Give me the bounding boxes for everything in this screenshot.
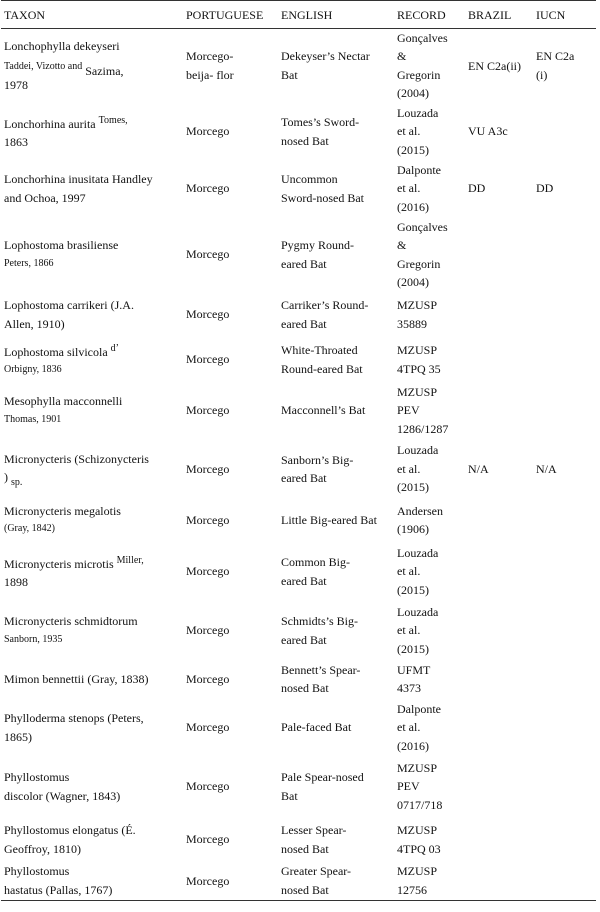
portuguese-cell: Morcego [186,779,230,794]
taxon-cell [1,439,183,499]
table-row [1,160,596,217]
taxon-author: Orbigny, 1836 [4,364,62,375]
iucn-status-cell [533,103,596,160]
english-cell: Carriker’s Round- eared Bat [281,298,369,331]
taxon-name: Micronycteris schmidtorum [4,614,138,628]
record-cell: Louzada et al. (2015) [397,604,439,656]
iucn-status-cell: N/A [536,461,557,476]
english-cell: Tomes’s Sword- nosed Bat [281,115,360,148]
table-row [1,382,596,439]
brazil-status-cell [465,499,533,541]
taxon-author: Miller, [116,554,144,566]
taxon-cell [1,160,183,217]
table-row [1,28,596,103]
portuguese-cell: Morcego [186,671,230,686]
table-row [1,103,596,160]
table-row [1,541,596,602]
table-row [1,862,596,900]
portuguese-cell: Morcego [186,247,230,262]
record-cell: Gonçalves & Gregorin (2004) [397,30,448,101]
taxon-cell [1,862,183,900]
taxon-author: d’ [110,342,119,354]
portuguese-cell: Morcego- beija- flor [186,49,234,82]
english-cell: Uncommon Sword-nosed Bat [281,172,364,205]
taxon-cell [1,28,183,103]
header-taxon: TAXON [1,1,183,29]
taxon-name: Micronycteris megalotis [4,503,121,518]
taxon-author: Geoffroy, 1810) [4,841,81,856]
taxon-name: Mimon bennettii (Gray, 1838) [4,671,149,686]
portuguese-cell: Morcego [186,623,230,638]
header-portuguese: PORTUGUESE [183,1,278,29]
brazil-status-cell [465,756,533,817]
record-cell: Dalponte et al. (2016) [397,701,441,753]
iucn-status-cell [533,756,596,817]
iucn-status-cell: DD [536,181,554,196]
brazil-status-cell [465,382,533,439]
portuguese-cell: Morcego [186,124,230,139]
brazil-status-cell: DD [468,181,486,196]
taxon-year: 1898 [4,575,28,589]
taxon-author: Allen, 1910) [4,316,65,331]
portuguese-cell: Morcego [186,832,230,847]
iucn-status-cell [533,541,596,602]
english-cell: Dekeyser’s Nectar Bat [281,49,370,82]
iucn-status-cell [533,337,596,382]
taxon-author: (Gray, 1842) [4,523,56,534]
taxon-author: Tomes, [98,114,128,126]
english-cell: Little Big-eared Bat [281,512,377,527]
record-cell: Andersen (1906) [397,503,443,536]
iucn-status-cell [533,292,596,337]
english-cell: Schmidts’s Big- eared Bat [281,614,359,647]
taxon-cell [1,499,183,541]
table-row [1,217,596,292]
taxon-name: Lonchorhina inusitata Handley [4,172,153,186]
table-row [1,817,596,862]
brazil-status-cell [465,817,533,862]
brazil-status-cell [465,699,533,756]
english-cell: Bennett’s Spear- nosed Bat [281,662,361,695]
portuguese-cell: Morcego [186,307,230,322]
taxon-cell [1,756,183,817]
brazil-status-cell [465,337,533,382]
record-cell: UFMT 4373 [397,662,431,695]
table-row [1,337,596,382]
table-row [1,659,596,699]
iucn-status-cell [533,862,596,900]
table-row [1,292,596,337]
taxon-author: Peters, 1866 [4,257,54,269]
brazil-status-cell [465,659,533,699]
english-cell: Sanborn’s Big- eared Bat [281,452,354,485]
header-iucn: IUCN [533,1,596,29]
record-cell: MZUSP 12756 [394,862,465,900]
portuguese-cell: Morcego [186,403,230,418]
portuguese-cell: Morcego [186,461,230,476]
taxon-author: Sanborn, 1935 [4,633,63,645]
taxon-name: Lophostoma silvicola [4,344,108,359]
taxon-author: Thomas, 1901 [4,413,62,425]
taxon-cell [1,817,183,862]
record-cell: Dalponte et al. (2016) [397,162,441,214]
taxon-cell [1,217,183,292]
taxon-author: discolor (Wagner, 1843) [4,788,121,803]
english-cell: Greater Spear- nosed Bat [278,862,394,900]
brazil-status-cell: VU A3c [468,124,508,139]
header-brazil: BRAZIL [465,1,533,29]
record-cell: MZUSP 4TPQ 35 [397,343,441,376]
table-row [1,756,596,817]
record-cell: MZUSP 4TPQ 03 [397,823,441,856]
header-english: ENGLISH [278,1,394,29]
brazil-status-cell: N/A [468,461,489,476]
taxon-author: and Ochoa, 1997 [4,190,86,205]
taxon-cell [1,382,183,439]
taxon-year: 1865) [4,729,32,744]
taxon-name: Phyllostomus [4,770,70,784]
taxon-name: Lophostoma brasiliense [4,238,119,252]
taxon-name: Phyllostomus [4,864,70,879]
taxon-name: Lophostoma carrikeri (J.A. [4,298,134,312]
portuguese-cell: Morcego [186,181,230,196]
iucn-status-cell [533,699,596,756]
portuguese-cell: Morcego [186,720,230,735]
record-cell: Louzada et al. (2015) [397,443,439,495]
taxon-author: Sazima, [85,63,124,78]
header-record: RECORD [394,1,465,29]
taxon-author: Taddei, Vizotto and [4,60,83,72]
taxon-author: ) [4,470,8,484]
taxon-cell [1,602,183,659]
taxon-cell [1,337,183,382]
iucn-status-cell [533,382,596,439]
portuguese-cell: Morcego [186,512,230,527]
taxon-name: Micronycteris microtis [4,556,114,571]
taxon-year: 1863 [4,135,28,149]
brazil-status-cell [465,862,533,900]
iucn-status-cell [533,817,596,862]
taxon-name: Micronycteris (Schizonycteris [4,451,149,466]
record-cell: Louzada et al. (2015) [397,105,439,157]
brazil-status-cell [465,217,533,292]
taxon-cell [1,292,183,337]
table-row [1,602,596,659]
brazil-status-cell [465,292,533,337]
record-cell: MZUSP 35889 [397,298,438,331]
english-cell: Lesser Spear- nosed Bat [281,823,347,856]
taxon-cell [1,699,183,756]
english-cell: Pale-faced Bat [281,720,352,735]
taxon-cell [1,659,183,699]
english-cell: Pale Spear-nosed Bat [281,770,364,803]
taxon-author: hastatus (Pallas, 1767) [4,882,113,897]
table-row [1,439,596,499]
table-row [1,499,596,541]
header-row [1,1,596,29]
iucn-status-cell [533,499,596,541]
record-cell: Louzada et al. (2015) [397,545,439,597]
portuguese-cell: Morcego [186,564,230,579]
table-row [1,699,596,756]
brazil-status-cell [465,602,533,659]
taxon-author: sp. [11,477,23,488]
taxon-cell [1,103,183,160]
taxon-name: Lonchorhina aurita [4,116,96,131]
taxon-year: 1978 [4,78,28,92]
bat-species-table [1,0,596,901]
english-cell: Common Big- eared Bat [281,555,351,588]
brazil-status-cell: EN C2a(ii) [468,58,521,73]
taxon-cell [1,541,183,602]
english-cell: White-Throated Round-eared Bat [281,343,363,376]
record-cell: MZUSP PEV 1286/1287 [397,384,449,436]
iucn-status-cell [533,659,596,699]
portuguese-cell: Morcego [186,352,230,367]
taxon-name: Lonchophylla dekeyseri [4,39,120,53]
portuguese-cell: Morcego [183,862,278,900]
record-cell: Gonçalves & Gregorin (2004) [397,219,448,289]
taxon-name: Phyllostomus elongatus (É. [4,823,136,837]
brazil-status-cell [465,541,533,602]
taxon-name: Mesophylla macconnelli [4,394,123,408]
english-cell: Pygmy Round- eared Bat [281,238,355,271]
taxon-name: Phylloderma stenops (Peters, [4,711,144,725]
iucn-status-cell: EN C2a (i) [536,49,575,82]
iucn-status-cell [533,217,596,292]
english-cell: Macconnell’s Bat [281,403,366,418]
iucn-status-cell [533,602,596,659]
record-cell: MZUSP PEV 0717/718 [397,760,443,812]
